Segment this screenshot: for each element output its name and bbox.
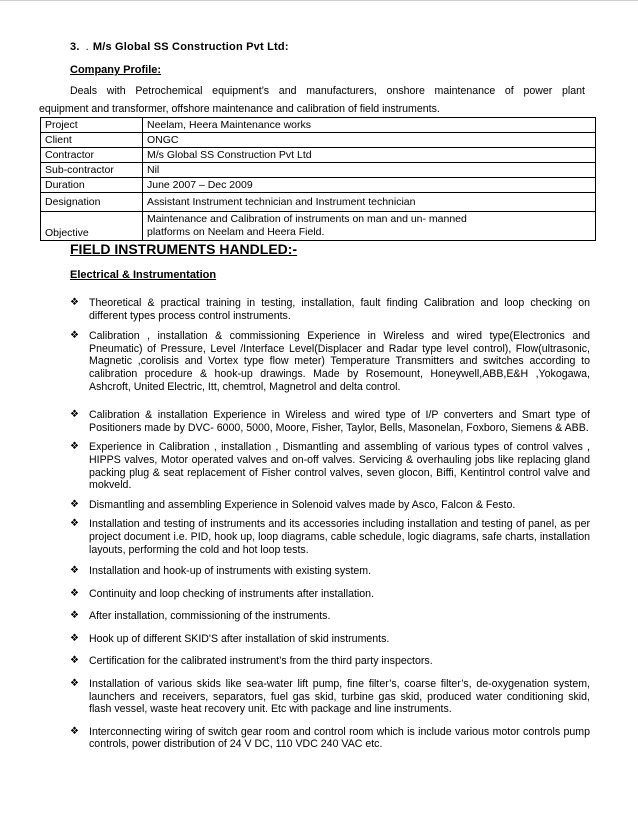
objective-value (143, 212, 596, 241)
objective-line-2: platforms on Neelam and Heera Field. (147, 226, 325, 238)
project-value: Neelam, Heera Maintenance works (143, 118, 596, 133)
company-profile-line-2: equipment and transformer, offshore maintenance and calibration of field instruments. (39, 103, 440, 115)
contractor-label: Contractor (41, 148, 143, 163)
table-row (41, 212, 596, 241)
table-row (41, 163, 596, 178)
company-name: M/s Global SS Construction Pvt Ltd: (92, 41, 289, 53)
diamond-bullet-icon: ❖ (70, 498, 79, 510)
project-details-table (40, 117, 596, 241)
list-item: ❖ Installation and testing of instruments and its accessories including installation and testing of panel, as per project document i.e. PID, hook up, loop diagrams, cable schedule, logic diagrams, safe charts, installation layouts, performing the cold and hot loop tests. (70, 518, 590, 556)
list-item: ❖ Hook up of different SKID'S after installation of skid instruments. (70, 632, 390, 645)
diamond-bullet-icon: ❖ (70, 330, 79, 342)
table-row (41, 178, 596, 193)
list-item: ❖ Certification for the calibrated instrument’s from the third party inspectors. (70, 655, 433, 668)
diamond-bullet-icon: ❖ (70, 297, 79, 308)
list-item: ❖ Calibration , installation & commissioning Experience in Wireless and wired type(Electronics and Pneumatic) of Pressure, Level /Interface Level(Displacer and Radar type level control), Flow(ultrasonic, Magnetic ,corolisis and Vortex type flow meter) Temperature Transmitters and switches according to calibration procedure & hook-up drawings. Made by Rosemount, Honeywell,ABB,E&H ,Yokogawa, Ashcroft, United Electric, Itt, chemtrol, Magnetrol and delta control. (70, 330, 590, 393)
list-item: ❖ Experience in Calibration , installation , Dismantling and assembling of various types of control valves , HIPPS valves, Motor operated valves and on-off valves. Servicing & overhauling jobs like replacing gland packing plug & seat replacement of Fisher control valves, seven glocon, Biffi, Kentintrol control valve and mokveld. (70, 441, 590, 492)
table-row (41, 193, 596, 212)
diamond-bullet-icon: ❖ (70, 655, 79, 667)
client-label: Client (41, 133, 143, 148)
list-item: ❖ After installation, commissioning of the instruments. (70, 610, 331, 623)
contractor-value: M/s Global SS Construction Pvt Ltd (143, 148, 596, 163)
list-item: ❖ Dismantling and assembling Experience in Solenoid valves made by Asco, Falcon & Festo. (70, 498, 516, 511)
list-item: ❖ Calibration & installation Experience in Wireless and wired type of I/P converters and Smart type of Positioners made by DVC- 6000, 5000, Moore, Fisher, Taylor, Bells, Masonelan, Foxboro, Siemens & ABB. (70, 409, 590, 434)
sub-contractor-value: Nil (143, 163, 596, 178)
section-heading (70, 41, 289, 53)
client-value: ONGC (143, 133, 596, 148)
company-profile-line-1: Deals with Petrochemical equipment’s and manufacturers, onshore maintenance of power plant (70, 85, 585, 97)
table-row (41, 148, 596, 163)
electrical-instrumentation-subheading: Electrical & Instrumentation (70, 269, 217, 281)
list-item: ❖ Installation and hook-up of instruments with existing system. (70, 565, 372, 578)
diamond-bullet-icon: ❖ (70, 409, 79, 421)
sub-contractor-label: Sub-contractor (41, 163, 143, 178)
diamond-bullet-icon: ❖ (70, 441, 79, 453)
list-item: ❖ Interconnecting wiring of switch gear room and control room which is include various motor controls pump controls, power distribution of 24 V DC, 110 VDC 240 VAC etc. (70, 725, 590, 751)
designation-value: Assistant Instrument technician and Instrument technician (143, 193, 596, 212)
duration-label: Duration (41, 178, 143, 193)
field-instruments-heading: FIELD INSTRUMENTS HANDLED:- (70, 241, 298, 257)
table-row (41, 118, 596, 133)
company-profile-title: Company Profile: (70, 64, 162, 76)
objective-label: Objective (41, 212, 143, 241)
designation-label: Designation (41, 193, 143, 212)
diamond-bullet-icon: ❖ (70, 610, 79, 622)
section-number: 3. (70, 41, 80, 53)
diamond-bullet-icon: ❖ (70, 725, 79, 737)
project-label: Project (41, 118, 143, 133)
table-row (41, 133, 596, 148)
list-item: ❖ Installation of various skids like sea-water lift pump, fine filter’s, coarse filter’s, de-oxygenation system, launchers and receivers, separators, fuel gas skid, turbine gas skid, produced water conditioning skid, flash vessel, waste heat recovery unit. Etc with package and line instruments. (70, 678, 590, 716)
objective-line-1: Maintenance and Calibration of instruments on man and un- manned (147, 213, 467, 225)
diamond-bullet-icon: ❖ (70, 632, 79, 644)
diamond-bullet-icon: ❖ (70, 565, 79, 577)
diamond-bullet-icon: ❖ (70, 518, 79, 530)
list-item: ❖ Continuity and loop checking of instruments after installation. (70, 587, 375, 600)
diamond-bullet-icon: ❖ (70, 587, 79, 599)
diamond-bullet-icon: ❖ (70, 678, 79, 690)
list-item: ❖ Theoretical & practical training in testing, installation, fault finding Calibration and loop checking on different types process control instruments. (70, 297, 590, 322)
instrument-experience-list (70, 297, 590, 751)
section-dot: . (85, 41, 89, 53)
duration-value: June 2007 – Dec 2009 (143, 178, 596, 193)
